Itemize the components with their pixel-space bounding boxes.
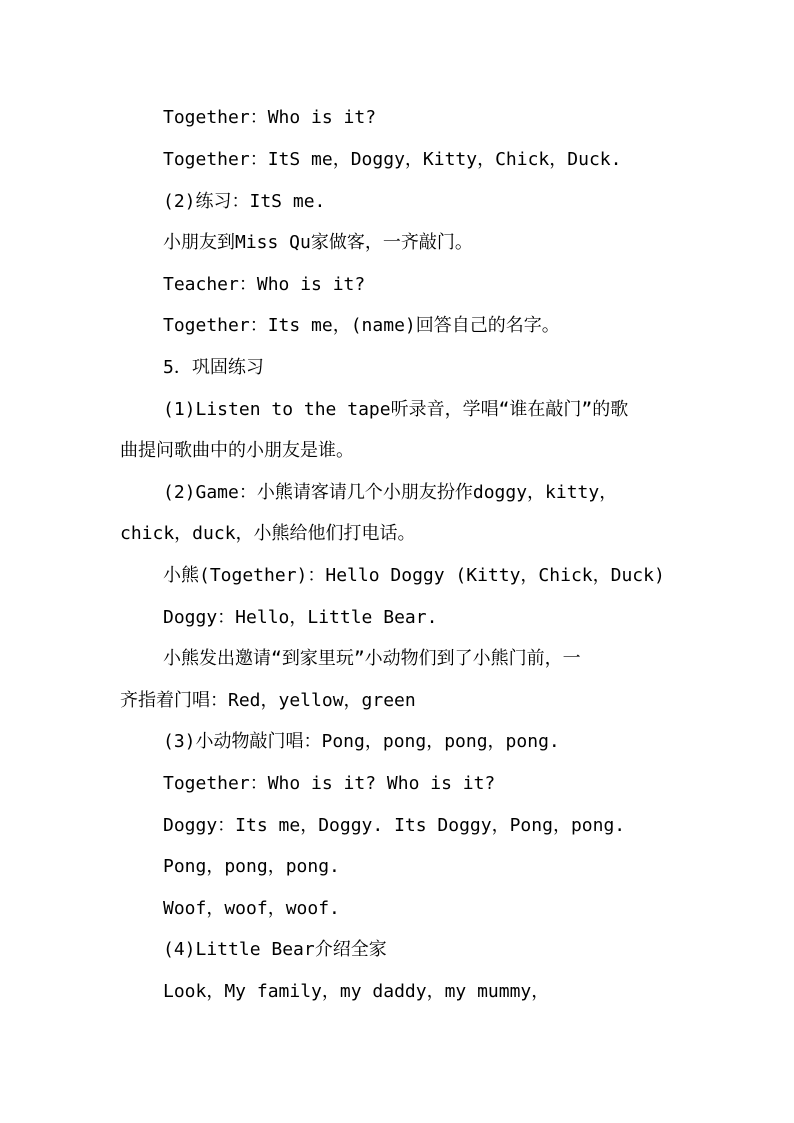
text-line: (4)Little Bear介绍全家	[163, 939, 387, 960]
text-line: 小熊发出邀请“到家里玩”小动物们到了小熊门前，一	[163, 648, 581, 669]
text-line: 小朋友到Miss Qu家做客，一齐敲门。	[163, 232, 473, 253]
text-line: (1)Listen to the tape听录音，学唱“谁在敲门”的歌	[163, 399, 629, 420]
text-line: Doggy：Its me，Doggy. Its Doggy，Pong，pong.	[163, 815, 626, 836]
text-line: Together：Who is it?	[163, 107, 377, 128]
text-line: (2)Game：小熊请客请几个小朋友扮作doggy，kitty，	[163, 482, 618, 503]
text-line: Together：Who is it? Who is it?	[163, 773, 496, 794]
text-line: Look，My family，my daddy，my mummy，	[163, 981, 550, 1002]
text-line: Teacher：Who is it?	[163, 274, 366, 295]
text-line: Together：ItS me，Doggy，Kitty，Chick，Duck.	[163, 149, 622, 170]
text-line: (3)小动物敲门唱：Pong，pong，pong，pong.	[163, 731, 560, 752]
text-line: chick，duck，小熊给他们打电话。	[120, 523, 416, 544]
text-line: Pong，pong，pong.	[163, 856, 340, 877]
text-line: 曲提问歌曲中的小朋友是谁。	[120, 440, 354, 461]
text-line: Together：Its me，(name)回答自己的名字。	[163, 315, 560, 336]
text-line: Woof，woof，woof.	[163, 898, 340, 919]
text-line: Doggy：Hello，Little Bear.	[163, 607, 438, 628]
text-line: 齐指着门唱：Red，yellow，green	[120, 690, 416, 711]
text-line: (2)练习：ItS me.	[163, 191, 326, 212]
text-line: 小熊(Together)：Hello Doggy (Kitty，Chick，Duck)	[163, 565, 665, 586]
section-heading: 5．巩固练习	[163, 357, 264, 378]
